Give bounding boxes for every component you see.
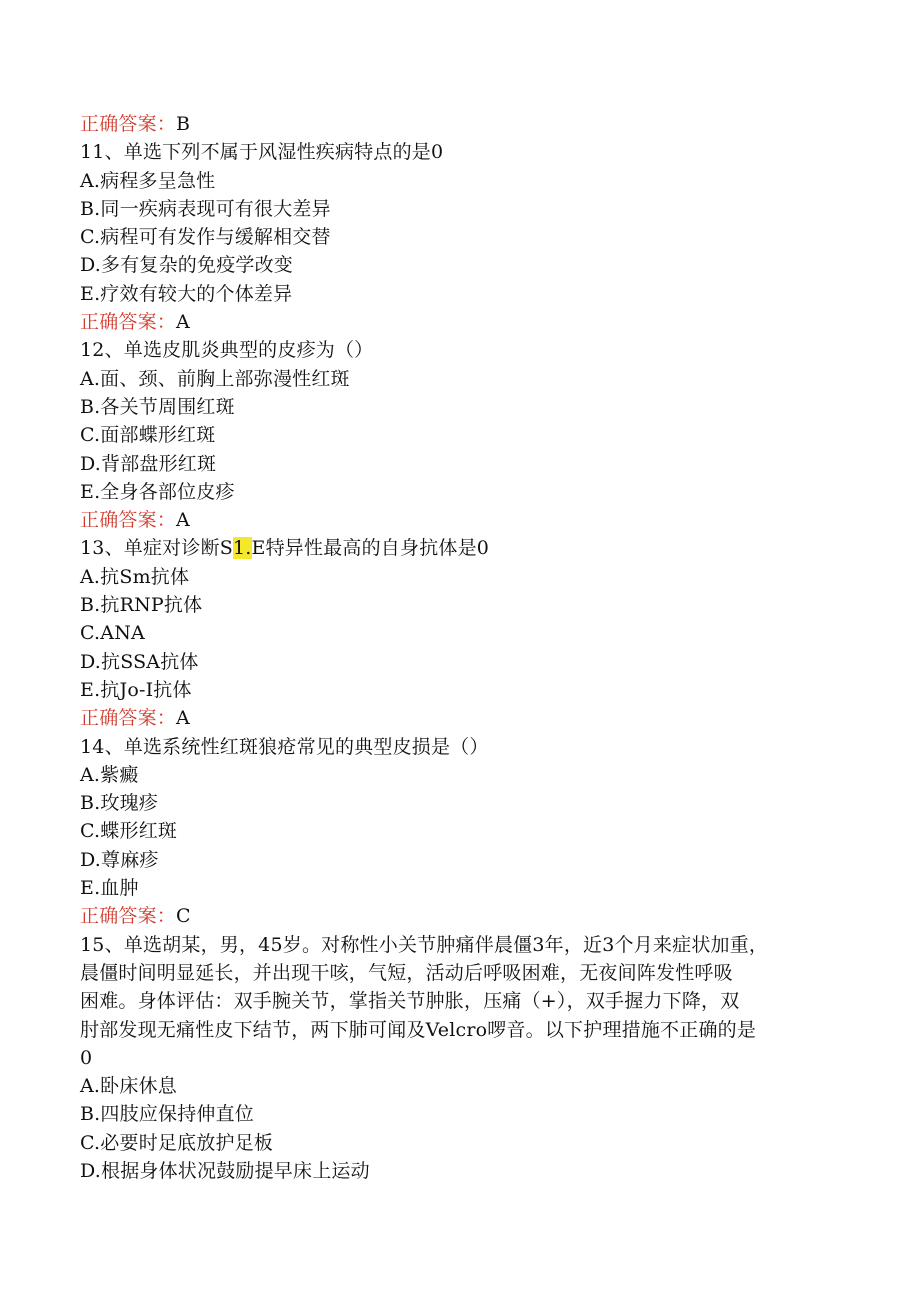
question-12: 12、单选皮肌炎典型的皮疹为（） xyxy=(80,339,374,362)
answer-line xyxy=(80,506,840,534)
option-14-b: B.玫瑰疹 xyxy=(80,792,159,815)
option-14-d: D.尊麻疹 xyxy=(80,848,159,871)
question-15-line: 晨僵时间明显延长，并出现干咳，气短，活动后呼吸困难，无夜间阵发性呼吸 xyxy=(80,961,733,984)
option-15-c: C.必要时足底放护足板 xyxy=(80,1131,274,1154)
option-15-b: B.四肢应保持伸直位 xyxy=(80,1103,255,1126)
option-12-a: A.面、颈、前胸上部弥漫性红斑 xyxy=(80,367,350,390)
option-11-e: E.疗效有较大的个体差异 xyxy=(80,282,293,305)
option-11-b: B.同一疾病表现可有很大差异 xyxy=(80,197,331,220)
answer-line xyxy=(80,902,840,930)
option-14-e: E.血肿 xyxy=(80,877,139,900)
document-page xyxy=(80,110,840,1185)
option-12-e: E.全身各部位皮疹 xyxy=(80,480,235,503)
option-14-c: C.蝶形红斑 xyxy=(80,820,178,843)
answer-line xyxy=(80,110,840,138)
option-12-b: B.各关节周围红斑 xyxy=(80,395,235,418)
option-13-d: D.抗SSA抗体 xyxy=(80,650,199,673)
answer-label: 正确答案： xyxy=(80,311,177,334)
question-13 xyxy=(80,534,840,562)
option-15-a: A.卧床休息 xyxy=(80,1075,177,1098)
option-11-d: D.多有复杂的免疫学改变 xyxy=(80,254,293,277)
option-12-c: C.面部蝶形红斑 xyxy=(80,424,216,447)
answer-line xyxy=(80,308,840,336)
option-13-c: C.ANA xyxy=(80,622,145,645)
answer-value: A xyxy=(176,509,190,532)
option-13-e: E.抗Jo-I抗体 xyxy=(80,678,192,701)
option-14-a: A.紫癜 xyxy=(80,763,139,786)
highlighted-text: 1. xyxy=(233,537,252,560)
option-11-a: A.病程多呈急性 xyxy=(80,169,216,192)
question-14: 14、单选系统性红斑狼疮常见的典型皮损是（） xyxy=(80,735,489,758)
answer-label: 正确答案： xyxy=(80,509,177,532)
question-15-line: 肘部发现无痛性皮下结节，两下肺可闻及Velcro啰音。以下护理措施不正确的是 xyxy=(80,1018,757,1041)
answer-line xyxy=(80,704,840,732)
option-15-d: D.根据身体状况鼓励提早床上运动 xyxy=(80,1159,370,1182)
option-12-d: D.背部盘形红斑 xyxy=(80,452,217,475)
answer-value: A xyxy=(176,311,190,334)
option-13-b: B.抗RNP抗体 xyxy=(80,594,203,617)
answer-value: A xyxy=(176,707,190,730)
question-13-text-start: 13、单症对诊断S xyxy=(80,537,233,560)
question-15-line: 0 xyxy=(80,1046,93,1069)
question-15-line: 15、单选胡某，男，45岁。对称性小关节肿痛伴晨僵3年，近3个月来症状加重， xyxy=(80,933,769,956)
question-15-line: 困难。身体评估：双手腕关节，掌指关节肿胀，压痛（+），双手握力下降，双 xyxy=(80,990,740,1013)
answer-label: 正确答案： xyxy=(80,905,177,928)
answer-value: B xyxy=(176,113,191,135)
option-11-c: C.病程可有发作与缓解相交替 xyxy=(80,226,331,249)
question-11: 11、单选下列不属于风湿性疾病特点的是0 xyxy=(80,141,444,164)
option-13-a: A.抗Sm抗体 xyxy=(80,565,190,588)
answer-label: 正确答案： xyxy=(80,113,177,135)
question-13-text-end: E特异性最高的自身抗体是0 xyxy=(251,537,490,560)
answer-label: 正确答案： xyxy=(80,707,177,730)
answer-value: C xyxy=(176,905,191,928)
